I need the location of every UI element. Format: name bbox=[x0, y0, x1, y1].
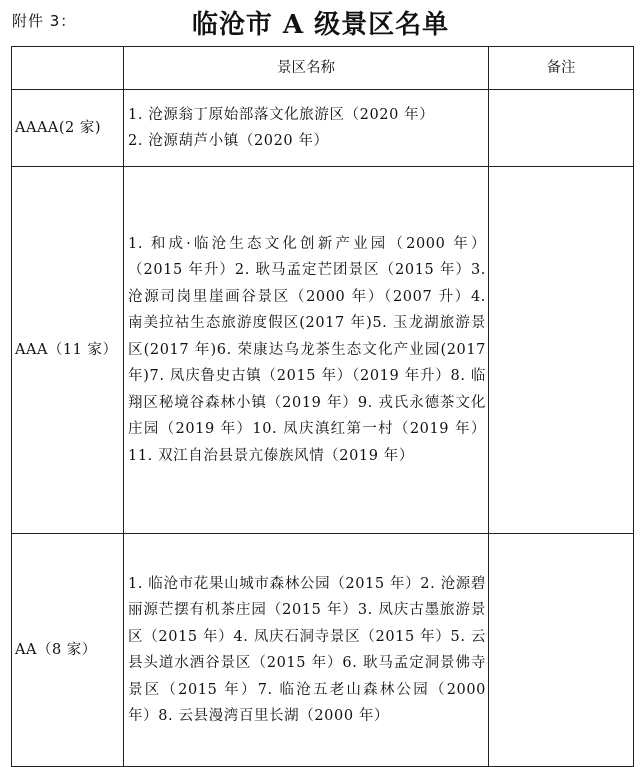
scenic-names-cell: 1. 和成·临沧生态文化创新产业园（2000 年）（2015 年升）2. 耿马孟定芒团景区（2015 年）3. 沧源司岗里崖画谷景区（2000 年）（2007 升）4. 南美拉祜生态旅游度假区(2017 年)5. 玉龙湖旅游景区(2017 年)6. 荣康达乌龙茶生态文化产业园(2017 年)7. 凤庆鲁史古镇（2015 年）（2019 年升）8. 临翔区秘境谷森林小镇（2019 年）9. 戎氏永德茶文化庄园（2019 年）10. 凤庆滇红第一村（2019 年）11. 双江自治县景亢傣族风情（2019 年） bbox=[124, 167, 489, 534]
remarks-cell bbox=[489, 90, 634, 167]
grade-cell: AA（8 家） bbox=[12, 534, 124, 767]
grade-cell: AAA（11 家） bbox=[12, 167, 124, 534]
grade-cell: AAAA(2 家) bbox=[12, 90, 124, 167]
header-remarks-cell: 备注 bbox=[489, 47, 634, 90]
scenic-area-table bbox=[11, 46, 634, 767]
remarks-cell bbox=[489, 167, 634, 534]
attachment-label: 附件 3： bbox=[12, 12, 77, 30]
scenic-name-line: 2. 沧源葫芦小镇（2020 年） bbox=[128, 133, 329, 149]
scenic-names-cell bbox=[124, 90, 489, 167]
header-names-cell: 景区名称 bbox=[124, 47, 489, 90]
page-title: 临沧市 A 级景区名单 bbox=[191, 10, 450, 40]
table-row bbox=[12, 534, 634, 767]
scenic-names-cell: 1. 临沧市花果山城市森林公园（2015 年）2. 沧源碧丽源芒摆有机茶庄园（2015 年）3. 凤庆古墨旅游景区（2015 年）4. 凤庆石洞寺景区（2015 年）5. 云县头道水酒谷景区（2015 年）6. 耿马孟定洞景佛寺景区（2015 年）7. 临沧五老山森林公园（2000 年）8. 云县漫湾百里长湖（2000 年） bbox=[124, 534, 489, 767]
table-row bbox=[12, 167, 634, 534]
scenic-name-line: 1. 沧源翁丁原始部落文化旅游区（2020 年） bbox=[128, 106, 435, 123]
table-row bbox=[12, 90, 634, 167]
remarks-cell bbox=[489, 534, 634, 767]
table-header-row bbox=[12, 47, 634, 90]
header-grade-cell bbox=[12, 47, 124, 90]
